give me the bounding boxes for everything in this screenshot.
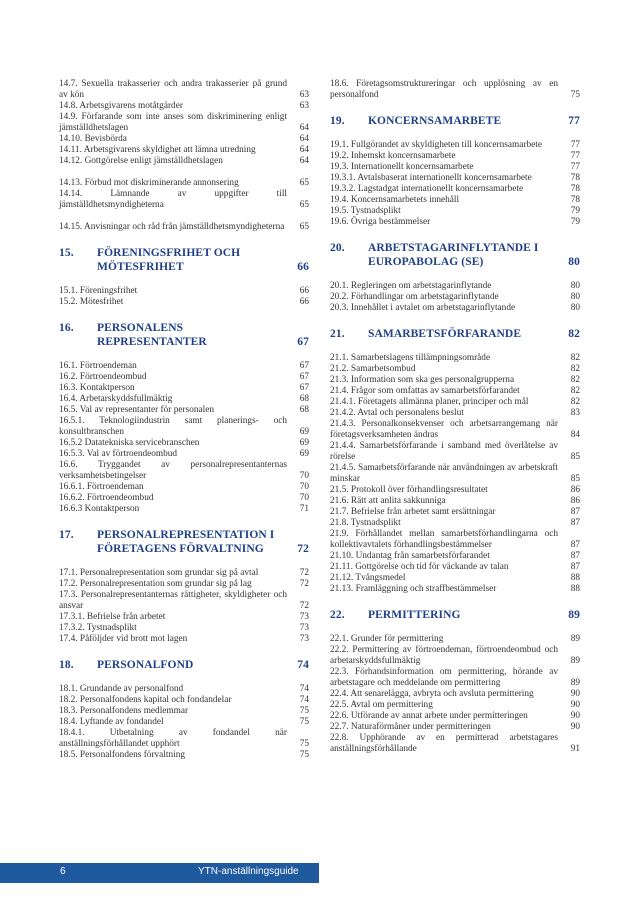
toc-entry[interactable]	[59, 504, 309, 515]
toc-entry-title: 14.13. Förbud mot diskriminerande annonsering	[59, 178, 239, 188]
toc-entry-page: 69	[299, 449, 309, 459]
toc-entry[interactable]	[59, 684, 309, 695]
toc-entry-page: 89	[570, 656, 580, 666]
toc-entry-page: 88	[570, 573, 580, 583]
toc-entry-title: 14.15. Anvisningar och råd från jämställdhetsmyndigheterna	[59, 222, 285, 232]
toc-entry-page: 82	[570, 397, 580, 407]
toc-entry[interactable]	[59, 717, 309, 728]
toc-entry-title: 17.2. Personalrepresentation som grundar sig på lag	[59, 579, 252, 589]
toc-entry[interactable]	[330, 485, 580, 496]
toc-entry-title: 17.1. Personalrepresentation som grundar sig på avtal	[59, 568, 259, 578]
toc-entry-page: 67	[299, 361, 309, 371]
toc-section-heading[interactable]	[59, 528, 309, 556]
toc-entry-title: 22.7. Naturaförmåner under permitteringen	[330, 722, 491, 732]
toc-entry-title: 21.3. Information som ska ges personalgrupperna	[330, 375, 515, 385]
toc-entry-title: 21.11. Gottgörelse och tid för väckande av talan	[330, 562, 509, 572]
toc-entry-page: 78	[570, 195, 580, 205]
toc-entry-page: 82	[570, 364, 580, 374]
toc-entry-title: 19.2. Inhemskt koncernsamarbete	[330, 151, 456, 161]
toc-entry[interactable]	[330, 667, 580, 689]
toc-entry-title: 17.3. Personalrepresentanternas rättigheter, skyldigheter och ansvar	[59, 590, 287, 611]
toc-entry[interactable]	[59, 623, 309, 634]
toc-section-page: 77	[568, 115, 580, 127]
footer-page-number: 6	[60, 866, 66, 877]
toc-entry-title: 21.4.3. Personalkonsekvenser och arbetsarrangemang när företagsverksamheten ändras	[330, 419, 558, 440]
toc-entry-page: 72	[299, 579, 309, 589]
toc-entry-page: 82	[570, 353, 580, 363]
toc-entry-title: 22.5. Avtal om permittering	[330, 700, 433, 710]
toc-entry[interactable]	[330, 217, 580, 228]
toc-entry-page: 82	[570, 375, 580, 385]
toc-section-number: 21.	[330, 328, 345, 340]
toc-entry[interactable]	[59, 416, 309, 438]
toc-entry-title: 20.2. Förhandlingar om arbetstagarinflytande	[330, 292, 499, 302]
toc-section-number: 15.	[59, 247, 74, 259]
toc-entry[interactable]	[330, 303, 580, 314]
toc-entry[interactable]	[59, 728, 309, 750]
toc-entry-page: 70	[299, 471, 309, 481]
toc-entry-page: 69	[299, 438, 309, 448]
toc-entry[interactable]	[330, 529, 580, 551]
toc-entry[interactable]	[59, 634, 309, 645]
toc-entry-page: 68	[299, 405, 309, 415]
toc-entry[interactable]	[59, 383, 309, 394]
toc-entry-title: 22.2. Permittering av förtroendeman, förtroendeombud och arbetarskyddsfullmäktig	[330, 645, 558, 666]
toc-entry-page: 67	[299, 383, 309, 393]
toc-entry[interactable]	[330, 518, 580, 529]
toc-entry-title: 16.5.2 Datatekniska servicebranschen	[59, 438, 200, 448]
toc-section-title: SAMARBETSFÖRFARANDE	[368, 328, 522, 340]
toc-entry[interactable]	[330, 375, 580, 386]
toc-right-column	[330, 79, 580, 755]
toc-entry[interactable]	[330, 689, 580, 700]
toc-section-heading[interactable]	[330, 608, 580, 622]
toc-entry-title: 14.12. Gottgörelse enligt jämställdhetslagen	[59, 156, 223, 166]
toc-entry[interactable]	[59, 286, 309, 297]
toc-section-page: 82	[568, 328, 580, 340]
toc-entry-page: 90	[570, 722, 580, 732]
toc-entry-page: 87	[570, 507, 580, 517]
toc-entry-page: 75	[299, 717, 309, 727]
toc-entry-page: 90	[570, 689, 580, 699]
toc-entry[interactable]	[59, 590, 309, 612]
toc-entry-title: 14.9. Förfarande som inte anses som diskriminering enligt jämställdhetslagen	[59, 112, 287, 133]
toc-entry-title: 21.1. Samarbetslagens tillämpningsområde	[330, 353, 491, 363]
toc-entry[interactable]	[59, 79, 309, 101]
toc-entry[interactable]	[330, 397, 580, 408]
toc-entry-title: 18.5. Personalfondens förvaltning	[59, 750, 186, 760]
toc-entry[interactable]	[330, 507, 580, 518]
toc-entry-title: 14.8. Arbetsgivarens motåtgärder	[59, 101, 183, 111]
toc-entry-page: 87	[570, 562, 580, 572]
toc-entry-title: 19.3.1. Avtalsbaserat internationellt koncernsamarbete	[330, 173, 532, 183]
toc-entry[interactable]	[59, 449, 309, 460]
toc-entry-page: 85	[570, 452, 580, 462]
toc-entry-title: 21.4.1. Företagets allmänna planer, principer och mål	[330, 397, 529, 407]
toc-entry-page: 64	[299, 134, 309, 144]
toc-entry-page: 85	[570, 474, 580, 484]
toc-entry-page: 64	[299, 123, 309, 133]
toc-section-number: 20.	[330, 242, 345, 254]
toc-section-heading[interactable]	[330, 327, 580, 341]
toc-entry[interactable]	[330, 584, 580, 595]
toc-entry-title: 16.5. Val av representanter för personalen	[59, 405, 214, 415]
toc-entry-page: 75	[299, 750, 309, 760]
toc-entry-page: 86	[570, 496, 580, 506]
toc-entry-page: 65	[299, 222, 309, 232]
toc-section-page: 66	[297, 261, 309, 273]
toc-entry-page: 72	[299, 601, 309, 611]
toc-entry-title: 21.12. Tvångsmedel	[330, 573, 406, 583]
toc-entry[interactable]	[330, 292, 580, 303]
toc-entry-page: 90	[570, 711, 580, 721]
toc-entry-page: 66	[299, 286, 309, 296]
toc-entry-title: 19.4. Koncernsamarbetets innehåll	[330, 195, 460, 205]
toc-entry-title: 18.4.1. Utbetalning av fondandel när anställningsförhållandet upphört	[59, 728, 287, 749]
toc-entry[interactable]	[330, 634, 580, 645]
toc-entry-title: 14.10. Bevisbörda	[59, 134, 127, 144]
toc-section-title: PERMITTERING	[368, 609, 461, 621]
toc-entry[interactable]	[59, 189, 309, 211]
toc-entry-page: 73	[299, 634, 309, 644]
toc-entry[interactable]	[330, 562, 580, 573]
toc-section-title: PERSONALFOND	[97, 659, 194, 671]
toc-entry-page: 89	[570, 634, 580, 644]
toc-entry-page: 72	[299, 568, 309, 578]
toc-section-number: 16.	[59, 322, 74, 334]
toc-entry[interactable]	[330, 140, 580, 151]
toc-entry-page: 73	[299, 612, 309, 622]
toc-entry-page: 71	[299, 504, 309, 514]
toc-entry[interactable]	[59, 612, 309, 623]
toc-entry-page: 67	[299, 372, 309, 382]
toc-entry[interactable]	[330, 408, 580, 419]
toc-entry-title: 21.9. Förhållandet mellan samarbetsförhandlingarna och kollektivavtalets förhandlingsbestämmelser	[330, 529, 558, 550]
toc-entry[interactable]	[59, 112, 309, 134]
toc-entry[interactable]	[330, 573, 580, 584]
toc-entry-page: 75	[299, 739, 309, 749]
toc-entry-title: 16.4. Arbetarskyddsfullmäktig	[59, 394, 173, 404]
toc-entry[interactable]	[330, 151, 580, 162]
toc-section-title: FÖRENINGSFRIHET OCH MÖTESFRIHET	[97, 247, 241, 273]
toc-entry-page: 90	[570, 700, 580, 710]
toc-section-title: ARBETSTAGARINFLYTANDE I EUROPABOLAG (SE)	[368, 242, 539, 268]
toc-entry-page: 75	[570, 90, 580, 100]
toc-entry-title: 15.2. Mötesfrihet	[59, 297, 124, 307]
toc-entry-title: 14.7. Sexuella trakasserier och andra trakasserier på grund av kön	[59, 79, 287, 100]
toc-section-heading[interactable]	[330, 114, 580, 128]
toc-entry-title: 18.2. Personalfondens kapital och fondandelar	[59, 695, 232, 705]
toc-entry-title: 22.8. Upphörande av en permitterad arbetstagares anställningsförhållande	[330, 733, 558, 754]
toc-entry[interactable]	[330, 206, 580, 217]
toc-section-title: PERSONALENS REPRESENTANTER	[97, 322, 207, 348]
toc-entry-page: 86	[570, 485, 580, 495]
toc-entry-title: 17.4. Påföljder vid brott mot lagen	[59, 634, 188, 644]
toc-entry-page: 84	[570, 430, 580, 440]
toc-entry-page: 88	[570, 584, 580, 594]
toc-entry-page: 70	[299, 493, 309, 503]
toc-entry-page: 66	[299, 297, 309, 307]
toc-entry-title: 21.7. Befrielse från arbetet samt ersättningar	[330, 507, 496, 517]
toc-entry-page: 79	[570, 206, 580, 216]
toc-entry-page: 65	[299, 200, 309, 210]
toc-entry-page: 69	[299, 427, 309, 437]
toc-left-column	[59, 79, 309, 761]
toc-entry-page: 74	[299, 684, 309, 694]
toc-entry-page: 77	[570, 151, 580, 161]
toc-entry[interactable]	[330, 645, 580, 667]
toc-entry-page: 64	[299, 156, 309, 166]
toc-entry[interactable]	[59, 394, 309, 405]
toc-entry-page: 77	[570, 140, 580, 150]
toc-entry-title: 16.5.1. Teknologiindustrin samt planerings- och konsultbranschen	[59, 416, 287, 437]
toc-entry-page: 82	[570, 386, 580, 396]
toc-entry-page: 89	[570, 678, 580, 688]
toc-entry-page: 91	[570, 744, 580, 754]
toc-entry-page: 63	[299, 101, 309, 111]
toc-entry[interactable]	[330, 79, 580, 101]
toc-entry-title: 21.4. Frågor som omfattas av samarbetsförfarandet	[330, 386, 520, 396]
toc-entry-page: 79	[570, 217, 580, 227]
toc-entry-title: 16.6.1. Förtroendeman	[59, 482, 144, 492]
footer-bar	[0, 863, 319, 883]
toc-entry-page: 78	[570, 184, 580, 194]
toc-entry[interactable]	[330, 364, 580, 375]
toc-entry-title: 22.6. Utförande av annat arbete under permitteringen	[330, 711, 528, 721]
toc-entry[interactable]	[59, 101, 309, 112]
toc-section-heading[interactable]	[59, 321, 309, 349]
toc-entry-title: 21.4.2. Avtal och personalens beslut	[330, 408, 464, 418]
toc-entry-title: 19.3. Internationellt koncernsamarbete	[330, 162, 474, 172]
toc-entry-page: 75	[299, 706, 309, 716]
toc-entry[interactable]	[59, 361, 309, 372]
toc-entry-title: 21.10. Undantag från samarbetsförfarandet	[330, 551, 490, 561]
toc-entry-title: 21.13. Framläggning och straffbestämmelser	[330, 584, 497, 594]
toc-entry[interactable]	[59, 438, 309, 449]
toc-section-number: 19.	[330, 115, 345, 127]
toc-section-heading[interactable]	[330, 241, 580, 269]
toc-entry-title: 18.4. Lyftande av fondandel	[59, 717, 164, 727]
toc-section-heading[interactable]	[59, 658, 309, 672]
toc-section-page: 67	[297, 336, 309, 348]
toc-entry-title: 21.6. Rätt att anlita sakkunniga	[330, 496, 446, 506]
toc-section-title: KONCERNSAMARBETE	[368, 115, 502, 127]
toc-entry[interactable]	[59, 493, 309, 504]
toc-entry-page: 68	[299, 394, 309, 404]
toc-entry[interactable]	[59, 460, 309, 482]
toc-entry-title: 19.6. Övriga bestämmelser	[330, 217, 431, 227]
toc-entry[interactable]	[59, 178, 309, 189]
toc-entry-page: 87	[570, 518, 580, 528]
toc-entry[interactable]	[59, 297, 309, 308]
toc-section-page: 89	[568, 609, 580, 621]
toc-section-number: 22.	[330, 609, 345, 621]
toc-entry[interactable]	[330, 700, 580, 711]
toc-entry-title: 19.3.2. Lagstadgat internationellt koncernsamarbete	[330, 184, 524, 194]
toc-entry-title: 18.1. Grundande av personalfond	[59, 684, 184, 694]
toc-entry[interactable]	[330, 551, 580, 562]
toc-entry-title: 21.4.4. Samarbetsförfarande i samband med överlåtelse av rörelse	[330, 441, 558, 462]
toc-entry-page: 78	[570, 173, 580, 183]
toc-section-page: 74	[297, 659, 309, 671]
toc-entry[interactable]	[330, 722, 580, 733]
toc-entry-title: 18.3. Personalfondens medlemmar	[59, 706, 189, 716]
toc-entry[interactable]	[330, 496, 580, 507]
toc-entry[interactable]	[330, 441, 580, 463]
toc-entry[interactable]	[59, 750, 309, 761]
toc-entry-page: 87	[570, 540, 580, 550]
toc-entry-title: 15.1. Föreningsfrihet	[59, 286, 138, 296]
toc-entry-page: 74	[299, 695, 309, 705]
toc-entry-title: 21.2. Samarbetsombud	[330, 364, 416, 374]
toc-entry[interactable]	[59, 482, 309, 493]
toc-entry[interactable]	[330, 419, 580, 441]
toc-entry-title: 21.5. Protokoll över förhandlingsresultatet	[330, 485, 488, 495]
toc-entry-page: 63	[299, 90, 309, 100]
toc-entry-title: 16.5.3. Val av förtroendeombud	[59, 449, 178, 459]
toc-entry-title: 16.6.2. Förtroendeombud	[59, 493, 154, 503]
toc-entry-page: 80	[570, 303, 580, 313]
toc-entry-title: 16.1. Förtroendeman	[59, 361, 137, 371]
toc-entry-page: 65	[299, 178, 309, 188]
toc-entry[interactable]	[59, 134, 309, 145]
toc-entry[interactable]	[330, 353, 580, 364]
toc-entry-title: 14.14. Lämnande av uppgifter till jämställdhetsmyndigheterna	[59, 189, 287, 210]
footer-title: YTN-anställningsguide	[198, 866, 299, 877]
toc-entry[interactable]	[330, 184, 580, 195]
toc-entry[interactable]	[330, 162, 580, 173]
toc-section-number: 18.	[59, 659, 74, 671]
toc-entry-title: 22.3. Förhandsinformation om permittering, hörande av arbetstagare och meddelande om permittering	[330, 667, 558, 688]
toc-entry-title: 21.8. Tystnadsplikt	[330, 518, 401, 528]
toc-entry[interactable]	[59, 372, 309, 383]
toc-entry-title: 18.6. Företagsomstruktureringar och upplösning av en personalfond	[330, 79, 558, 100]
toc-entry[interactable]	[59, 568, 309, 579]
toc-entry[interactable]	[59, 405, 309, 416]
toc-entry-title: 16.2. Förtroendeombud	[59, 372, 147, 382]
toc-entry-title: 16.6. Tryggandet av personalrepresentanternas verksamhetsbetingelser	[59, 460, 287, 481]
toc-entry-title: 16.3. Kontaktperson	[59, 383, 135, 393]
toc-entry-page: 73	[299, 623, 309, 633]
toc-entry[interactable]	[330, 463, 580, 485]
toc-entry-page: 80	[570, 281, 580, 291]
toc-section-page: 80	[568, 256, 580, 268]
toc-entry-title: 19.1. Fullgörandet av skyldigheten till koncernsamarbete	[330, 140, 542, 150]
toc-entry-title: 21.4.5. Samarbetsförfarande när användningen av arbetskraft minskar	[330, 463, 558, 484]
toc-entry-title: 16.6.3 Kontaktperson	[59, 504, 140, 514]
toc-entry[interactable]	[59, 706, 309, 717]
toc-entry[interactable]	[59, 145, 309, 156]
toc-entry[interactable]	[59, 695, 309, 706]
toc-entry-page: 83	[570, 408, 580, 418]
toc-entry-page: 64	[299, 145, 309, 155]
toc-section-page: 72	[297, 543, 309, 555]
toc-entry-page: 70	[299, 482, 309, 492]
toc-entry[interactable]	[330, 386, 580, 397]
toc-entry[interactable]	[330, 173, 580, 184]
toc-entry-title: 19.5. Tystnadsplikt	[330, 206, 401, 216]
toc-entry-title: 22.4. Att senarelägga, avbryta och avsluta permittering	[330, 689, 534, 699]
toc-entry[interactable]	[59, 156, 309, 167]
toc-entry-title: 17.3.2. Tystnadsplikt	[59, 623, 137, 633]
toc-entry-title: 22.1. Grunder för permittering	[330, 634, 444, 644]
toc-entry-title: 20.1. Regleringen om arbetstagarinflytande	[330, 281, 492, 291]
toc-entry-title: 20.3. Innehållet i avtalet om arbetstagarinflytande	[330, 303, 516, 313]
toc-entry-title: 14.11. Arbetsgivarens skyldighet att lämna utredning	[59, 145, 256, 155]
toc-section-heading[interactable]	[59, 246, 309, 274]
toc-section-title: PERSONALREPRESENTATION I FÖRETAGENS FÖRVALTNING	[97, 529, 275, 555]
toc-entry[interactable]	[330, 281, 580, 292]
toc-entry[interactable]	[330, 195, 580, 206]
toc-entry-page: 80	[570, 292, 580, 302]
toc-section-number: 17.	[59, 529, 74, 541]
toc-entry-page: 87	[570, 551, 580, 561]
toc-entry-title: 17.3.1. Befrielse från arbetet	[59, 612, 166, 622]
toc-entry[interactable]	[59, 579, 309, 590]
toc-entry[interactable]	[59, 222, 309, 233]
toc-entry[interactable]	[330, 733, 580, 755]
toc-entry-page: 77	[570, 162, 580, 172]
toc-entry[interactable]	[330, 711, 580, 722]
